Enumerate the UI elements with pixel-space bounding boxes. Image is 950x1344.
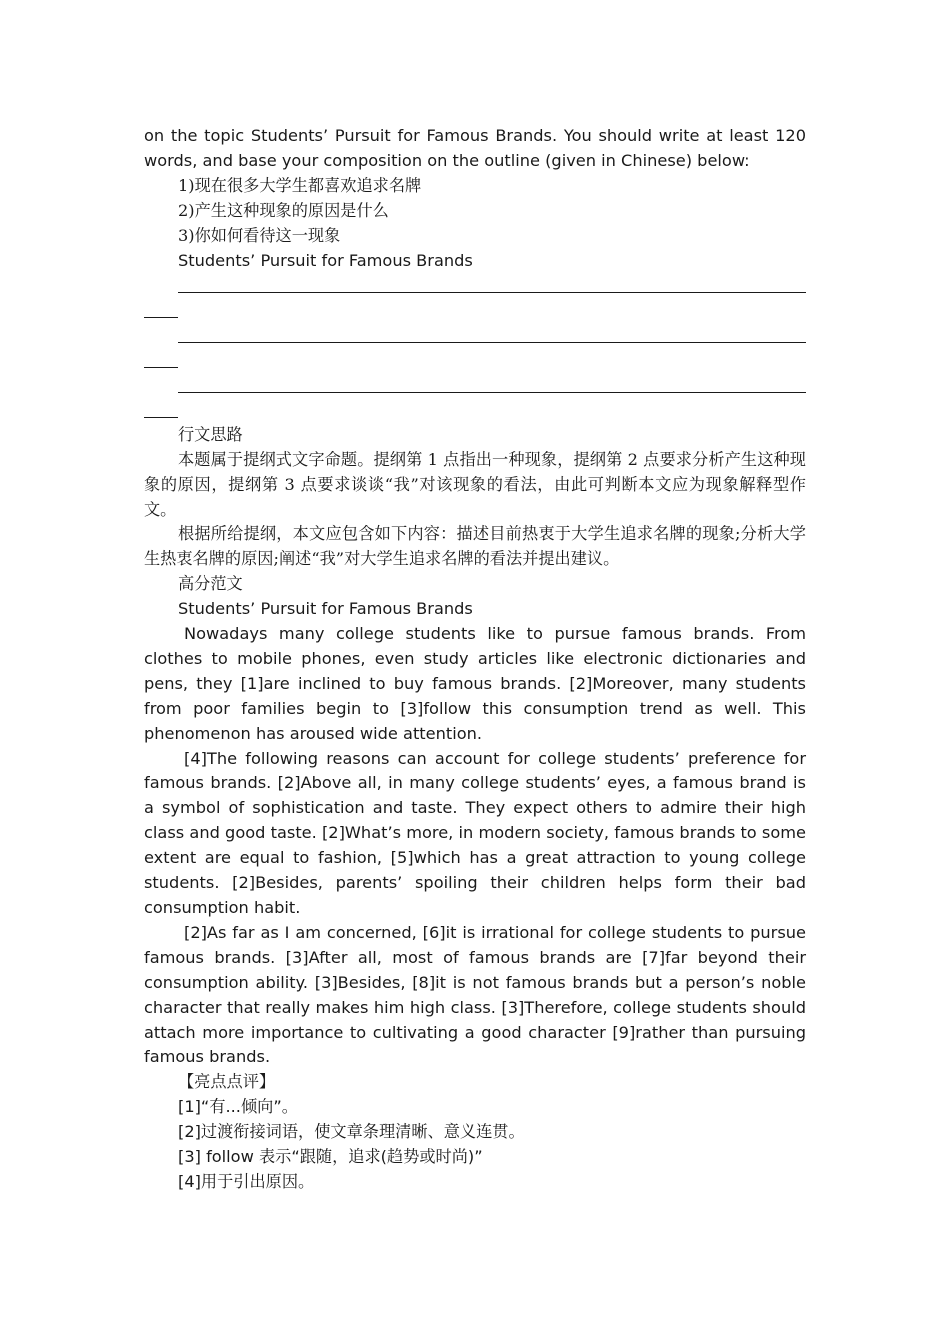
outline-item-3: 3)你如何看待这一现象: [178, 225, 341, 245]
highlight-item-4: [4]用于引出原因。: [178, 1171, 315, 1191]
highlights-heading: 【亮点点评】: [178, 1072, 276, 1092]
analysis-paragraph-2: 根据所给提纲，本文应包含如下内容：描述目前热衷于大学生追求名牌的现象;分析大学生热衷名牌的原因;阐述“我”对大学生追求名牌的看法并提出建议。: [144, 524, 806, 569]
answer-rule: [178, 392, 806, 393]
answer-rule-tail: [144, 367, 178, 368]
outline-item-2: 2)产生这种现象的原因是什么: [178, 200, 389, 220]
composition-title: Students’ Pursuit for Famous Brands: [178, 250, 473, 270]
essay-paragraph-1: Nowadays many college students like to pursue famous brands. From clothes to mobile phones, even study articles like electronic dictionaries and pens, they [1]are inclined to buy famous brands. [2]Moreover, many students from poor families begin to [3]follow this consumption trend as well. This phenomenon has aroused wide attention.: [144, 624, 812, 743]
answer-blank-3: [144, 373, 806, 423]
essay-paragraph-2: [4]The following reasons can account for college students’ preference for famous brands. [2]Above all, in many college students’ eyes, a famous brand is a symbol of sophistication and taste. They expect others to admire their high class and good taste. [2]What’s more, in modern society, famous brands to some extent are equal to fashion, [5]which has a great attraction to young college students. [2]Besides, parents’ spoiling their children helps form their bad consumption habit.: [144, 748, 812, 917]
highlight-item-1: [1]“有...倾向”。: [178, 1097, 298, 1117]
outline-item-1: 1)现在很多大学生都喜欢追求名牌: [178, 175, 422, 195]
analysis-paragraph-1: 本题属于提纲式文字命题。提纲第 1 点指出一种现象，提纲第 2 点要求分析产生这种现象的原因，提纲第 3 点要求谈谈“我”对该现象的看法，由此可判断本文应为现象解释型作文。: [144, 449, 806, 519]
essay-title: Students’ Pursuit for Famous Brands: [178, 599, 473, 619]
answer-rule-tail: [144, 317, 178, 318]
answer-blank-2: [144, 323, 806, 373]
essay-paragraph-3: [2]As far as I am concerned, [6]it is irrational for college students to pursue famous brands. [3]After all, most of famous brands are [7]far beyond their consumption ability. [3]Besides, [8]it is not famous brands but a person’s noble character that really makes him high class. [3]Therefore, college students should attach more importance to cultivating a good character [9]rather than pursuing famous brands.: [144, 922, 812, 1067]
essay-heading: 高分范文: [178, 574, 243, 594]
answer-rule: [178, 292, 806, 293]
highlight-item-3: [3] follow 表示“跟随，追求(趋势或时尚)”: [178, 1147, 483, 1167]
answer-rule-tail: [144, 417, 178, 418]
document-page: [144, 124, 812, 1195]
answer-rule: [178, 342, 806, 343]
writing-prompt: on the topic Students’ Pursuit for Famous Brands. You should write at least 120 words, and base your composition on the outline (given in Chinese) below:: [144, 126, 812, 170]
highlight-item-2: [2]过渡衔接词语，使文章条理清晰、意义连贯。: [178, 1122, 525, 1142]
answer-blank-1: [144, 273, 806, 323]
analysis-heading: 行文思路: [178, 424, 243, 444]
